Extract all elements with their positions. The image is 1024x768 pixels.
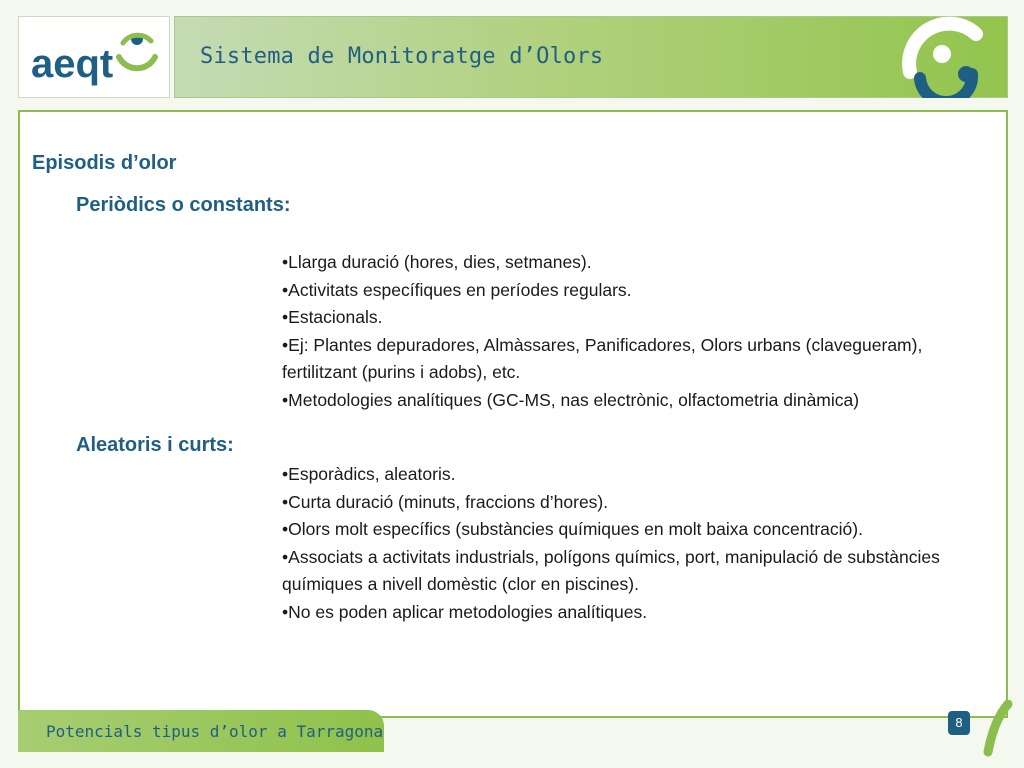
logo-text: aeqt	[31, 42, 114, 86]
aeqt-logo-icon	[19, 17, 169, 97]
list-item: • Olors molt específics (substàncies químiques en molt baixa concentració).	[282, 516, 982, 544]
section-title: Episodis d’olor	[32, 152, 177, 174]
subtitle-random: Aleatoris i curts:	[76, 434, 234, 456]
random-list	[282, 461, 982, 626]
periodic-list	[282, 249, 982, 414]
list-item: • Activitats específiques en períodes regulars.	[282, 277, 982, 305]
list-item: • Curta duració (minuts, fraccions d’hores).	[282, 489, 982, 517]
list-item: • Associats a activitats industrials, polígons químics, port, manipulació de substàncies químiques a nivell domèstic (clor en piscines).	[282, 544, 982, 599]
person-circle-icon	[880, 16, 1006, 98]
list-item: • Estacionals.	[282, 304, 982, 332]
list-item: • Ej: Plantes depuradores, Almàssares, Panificadores, Olors urbans (clavegueram), fertilitzant (purins i adobs), etc.	[282, 332, 982, 387]
list-item: • Llarga duració (hores, dies, setmanes).	[282, 249, 982, 277]
page-title: Sistema de Monitoratge d’Olors	[200, 44, 604, 69]
list-item: • Metodologies analítiques (GC-MS, nas electrònic, olfactometria dinàmica)	[282, 387, 982, 415]
list-item: • No es poden aplicar metodologies analítiques.	[282, 599, 982, 627]
footer-text: Potencials tipus d’olor a Tarragona	[46, 722, 384, 741]
subtitle-periodic: Periòdics o constants:	[76, 194, 291, 216]
page-number-badge: 8	[948, 711, 970, 735]
list-item: • Esporàdics, aleatoris.	[282, 461, 982, 489]
swoosh-icon	[974, 700, 1014, 760]
logo-box	[18, 16, 170, 98]
